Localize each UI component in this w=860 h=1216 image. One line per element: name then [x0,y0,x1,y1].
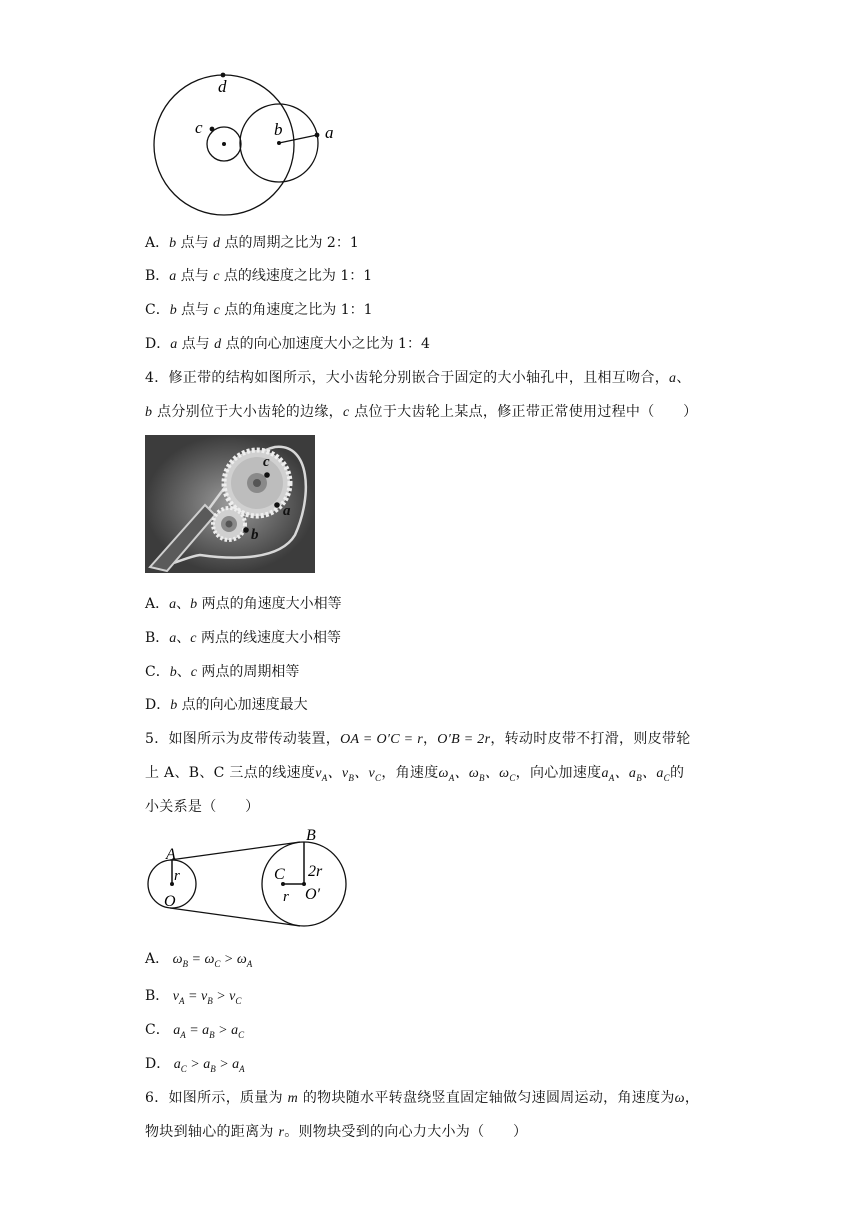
label-A: A [166,846,176,863]
label-O: O [164,893,176,910]
q4-stem-line2: b 点分别位于大小齿轮的边缘，c 点位于大齿轮上某点，修正带正常使用过程中（ ） [145,404,698,420]
q5-option-c[interactable]: C． $a_A = a_B > a_C$ [145,1022,245,1040]
q4-option-b[interactable]: B．a、c 两点的线速度大小相等 [145,630,341,646]
q3-option-a[interactable]: A．b 点与 d 点的周期之比为 2：1 [145,235,359,251]
point-a [315,133,320,138]
point-b [277,141,281,145]
label-r-small: r [174,868,180,884]
photo-label-a: a [283,503,291,519]
label-b: b [274,120,283,139]
correction-tape-photo [145,435,315,573]
label-O-prime: O′ [305,886,321,903]
q3-option-b[interactable]: B．a 点与 c 点的线速度之比为 1：1 [145,268,373,284]
label-B: B [306,827,316,844]
q4-option-c[interactable]: C．b、c 两点的周期相等 [145,664,300,680]
label-d: d [218,77,227,96]
photo-label-b: b [251,527,259,543]
q5-option-a[interactable]: A． $\omega_B = \omega_C > \omega_A$ [145,951,253,969]
figure-circles [145,65,345,220]
q6-stem-line2: 物块到轴心的距离为 r。则物块受到的向心力大小为（ ） [145,1124,528,1140]
label-2r: 2r [308,863,323,880]
label-r-big: r [283,889,289,905]
q4-option-d[interactable]: D．b 点的向心加速度最大 [145,697,308,713]
q3-option-c[interactable]: C．b 点与 c 点的角速度之比为 1：1 [145,302,373,318]
q4-stem-line1: 4．修正带的结构如图所示，大小齿轮分别嵌合于固定的大小轴孔中，且相互吻合，a、 [145,370,691,386]
q3-option-d[interactable]: D．a 点与 d 点的向心加速度大小之比为 1：4 [145,336,430,352]
point-c [210,127,215,132]
q5-stem-line2: 上 A、B、C 三点的线速度$v_A$、$v_B$、$v_C$，角速度$\omega_A$、$\omega_B$、$\omega_C$，向心加速度$a_A$、$a_B$、$a_C$的 [145,765,685,783]
label-c: c [195,118,203,137]
label-C: C [274,866,285,883]
q5-option-b[interactable]: B． $v_A = v_B > v_C$ [145,988,242,1006]
label-a: a [325,123,334,142]
belt-drive-figure [140,824,365,934]
q5-stem-line1: 5．如图所示为皮带传动装置，OA = O′C = r，O′B = 2r，转动时皮带不打滑，则皮带轮 [145,731,691,747]
q6-stem-line1: 6．如图所示，质量为 m 的物块随水平转盘绕竖直固定轴做匀速圆周运动，角速度为ω， [145,1090,700,1106]
q5-stem-line3: 小关系是（ ） [145,799,260,815]
photo-label-c: c [263,454,270,470]
q4-option-a[interactable]: A．a、b 两点的角速度大小相等 [145,596,342,612]
q5-option-d[interactable]: D． $a_C > a_B > a_A$ [145,1056,245,1074]
